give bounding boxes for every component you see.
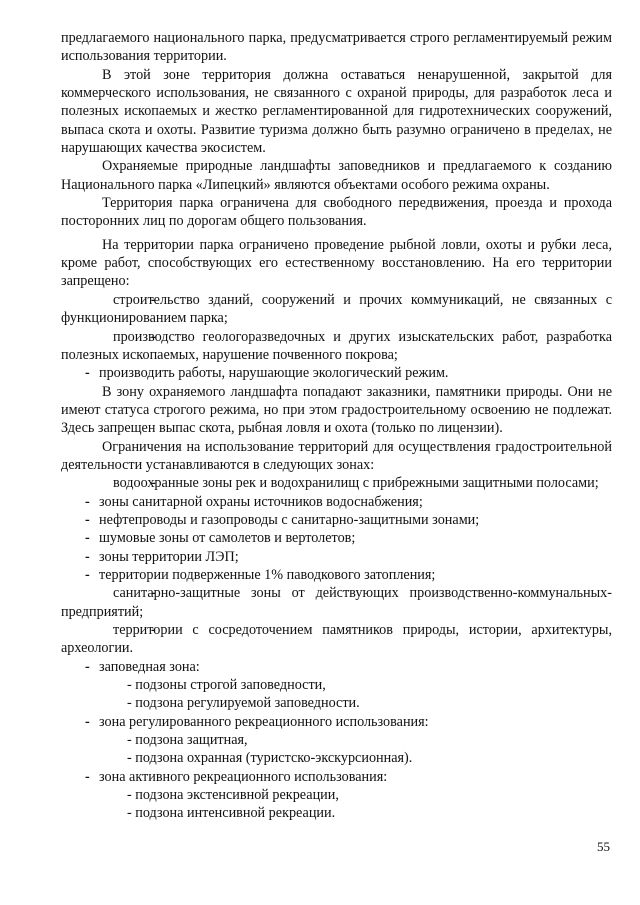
list-item-prohibited: - производить работы, нарушающие экологический режим. [61, 364, 612, 382]
list-item-prohibited: - производство геологоразведочных и других изыскательских работ, разработка полезных ископаемых, нарушение почвенного покрова; [61, 328, 612, 365]
list-item-zone: - территории подверженные 1% паводкового затопления; [61, 566, 612, 584]
paragraph-restrictions: Ограничения на использование территорий для осуществления градостроительной деятельности устанавливаются в следующих зонах: [61, 438, 612, 473]
list-item-prohibited: - строительство зданий, сооружений и прочих коммуникаций, не связанных с функционированием парка; [61, 291, 612, 328]
paragraph-landscape-zone: В зону охраняемого ландшафта попадают заказники, памятники природы. Они не имеют статуса строгого режима, но при этом градостроительному освоению не подлежат. Здесь запрещен выпас скота, рыбная ловля и охота (только по лицензии). [61, 383, 612, 437]
list-item-zone: - санитарно-защитные зоны от действующих производственно-коммунальных-предприятий; [61, 584, 612, 621]
list-item-zone: - нефтепроводы и газопроводы с санитарно-защитными зонами; [61, 511, 612, 529]
list-item-park-zone: - зона активного рекреационного использования: [61, 768, 612, 786]
paragraph-movement-limits: Территория парка ограничена для свободного передвижения, проезда и прохода посторонних лиц по дорогам общего пользования. [61, 195, 612, 230]
paragraph-fishing-limits: На территории парка ограничено проведение рыбной ловли, охоты и рубки леса, кроме работ, способствующих его естественному восстановлению. На его территории запрещено: [61, 236, 612, 290]
list-item-zone: - зоны санитарной охраны источников водоснабжения; [61, 493, 612, 511]
list-item-zone: - шумовые зоны от самолетов и вертолетов; [61, 529, 612, 547]
list-item-zone: - водоохранные зоны рек и водохранилищ с прибрежными защитными полосами; [61, 474, 612, 492]
page-number: 55 [597, 839, 610, 854]
list-item-subzone: - подзоны строгой заповедности, [127, 677, 326, 694]
list-item-park-zone: - заповедная зона: [61, 658, 612, 676]
list-item-subzone: - подзона регулируемой заповедности. [127, 695, 360, 712]
list-item-zone: - территории с сосредоточением памятников природы, истории, архитектуры, археологии. [61, 621, 612, 658]
list-item-subzone: - подзона интенсивной рекреации. [127, 805, 336, 822]
paragraph-intro: предлагаемого национального парка, предусматривается строго регламентируемый режим использования территории. [61, 30, 612, 65]
paragraph-zone-rules: В этой зоне территория должна оставаться ненарушенной, закрытой для коммерческого использования, не связанного с охраной природы, для разработок леса и полезных ископаемых и жестко регламентированной для гидротехнических сооружений, выпаса скота и охоты. Развитие туризма должно быть разумно ограничено в пределах, не нарушающих качества экосистем. [61, 66, 612, 157]
list-item-subzone: - подзона экстенсивной рекреации, [127, 787, 339, 804]
paragraph-protected-landscapes: Охраняемые природные ландшафты заповедников и предлагаемого к созданию Национального парка «Липецкий» являются объектами особого режима охраны. [61, 158, 612, 193]
list-item-park-zone: - зона регулированного рекреационного использования: [61, 713, 612, 731]
list-item-subzone: - подзона охранная (туристско-экскурсионная). [127, 750, 413, 767]
list-item-zone: - зоны территории ЛЭП; [61, 548, 612, 566]
list-item-subzone: - подзона защитная, [127, 732, 248, 749]
